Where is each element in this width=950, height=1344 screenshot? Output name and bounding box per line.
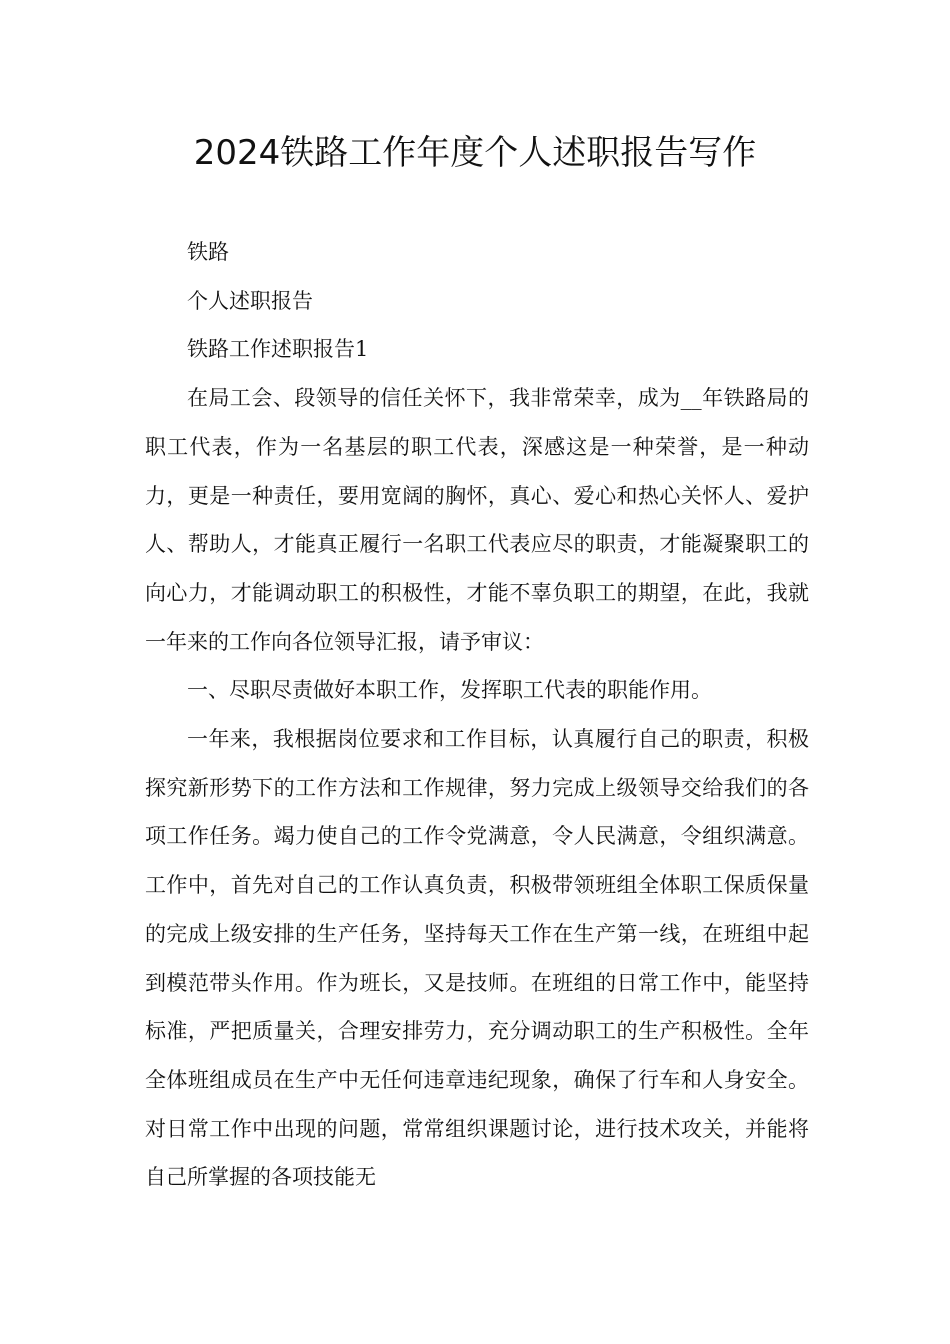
- paragraph: 个人述职报告: [187, 288, 313, 313]
- paragraph: 铁路: [187, 240, 229, 264]
- document-body: [145, 228, 809, 1202]
- paragraph: 一年来，我根据岗位要求和工作目标，认真履行自己的职责，积极探究新形势下的工作方法和工作规律，努力完成上级领导交给我们的各项工作任务。竭力使自己的工作令党满意，令人民满意，令组织满意。工作中，首先对自己的工作认真负责，积极带领班组全体职工保质保量的完成上级安排的生产任务，坚持每天工作在生产第一线，在班组中起到模范带头作用。作为班长，又是技师。在班组的日常工作中，能坚持标准，严把质量关，合理安排劳力，充分调动职工的生产积极性。全年全体班组成员在生产中无任何违章违纪现象，确保了行车和人身安全。对日常工作中出现的问题，常常组织课题讨论，进行技术攻关，并能将自己所掌握的各项技能无: [145, 727, 809, 1190]
- document-title: 2024铁路工作年度个人述职报告写作: [193, 133, 757, 173]
- paragraph: 在局工会、段领导的信任关怀下，我非常荣幸，成为__年铁路局的职工代表，作为一名基层的职工代表，深感这是一种荣誉，是一种动力，更是一种责任，要用宽阔的胸怀，真心、爱心和热心关怀人、爱护人、帮助人，才能真正履行一名职工代表应尽的职责，才能凝聚职工的向心力，才能调动职工的积极性，才能不辜负职工的期望，在此，我就一年来的工作向各位领导汇报，请予审议：: [145, 386, 809, 654]
- paragraph: 铁路工作述职报告1: [187, 337, 369, 362]
- paragraph: 一、尽职尽责做好本职工作，发挥职工代表的职能作用。: [187, 678, 712, 703]
